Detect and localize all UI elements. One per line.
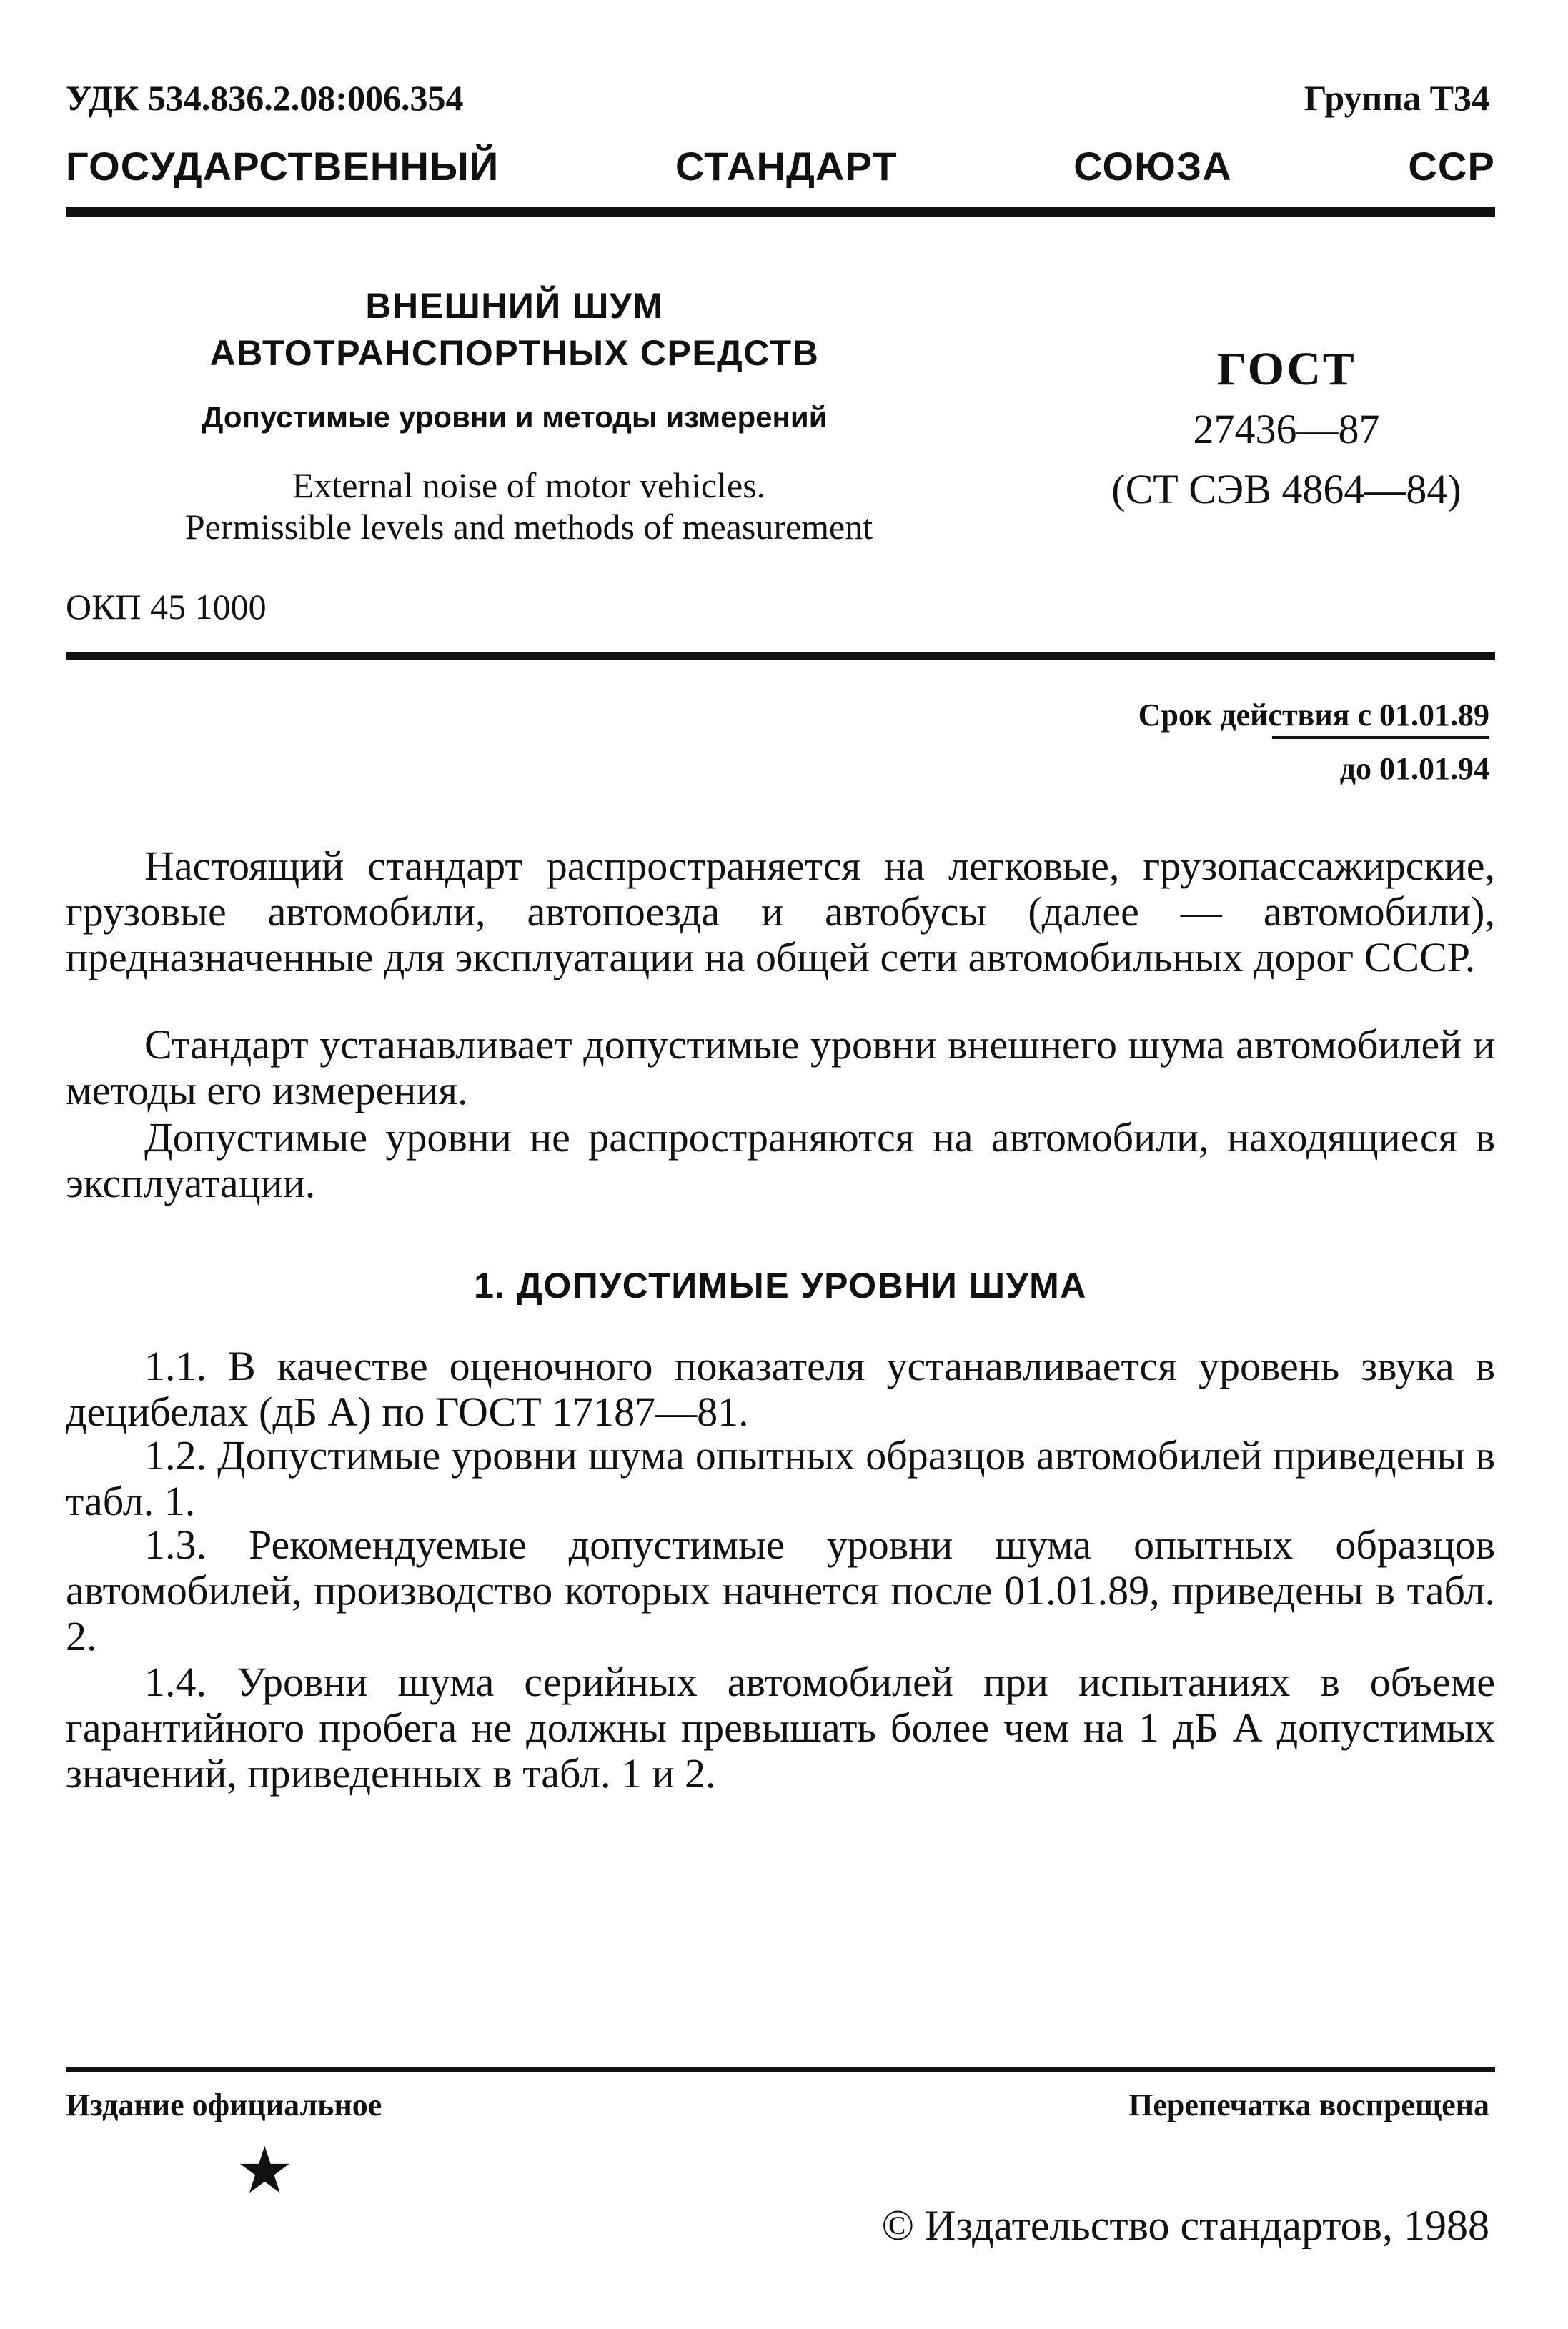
item-1-3: 1.3. Рекомендуемые допустимые уровни шума опытных образцов автомобилей, производство которых начнется после 01.01.89, приведены в табл. 2. <box>66 1521 1495 1659</box>
title-line-1: ВНЕШНИЙ ШУМ <box>365 286 664 326</box>
footer-rule <box>66 2067 1495 2072</box>
section-1-title: 1. ДОПУСТИМЫЕ УРОВНИ ШУМА <box>474 1266 1087 1306</box>
state-standard-heading <box>66 143 1495 189</box>
item-1-4: 1.4. Уровни шума серийных автомобилей при испытаниях в объеме гарантийного пробега не должны превышать более чем на 1 дБ А допустимых значений, приведенных в табл. 1 и 2. <box>66 1659 1495 1797</box>
official-edition-note: Издание официальное <box>66 2087 382 2122</box>
state-word-1: ГОСУДАРСТВЕННЫЙ <box>66 144 500 189</box>
state-word-2: СТАНДАРТ <box>675 144 898 189</box>
publisher-copyright: © Издательство стандартов, 1988 <box>881 2202 1489 2249</box>
header-rule <box>66 207 1495 217</box>
item-1-2: 1.2. Допустимые уровни шума опытных образцов автомобилей приведены в табл. 1. <box>66 1432 1495 1524</box>
okp-code: ОКП 45 1000 <box>66 587 267 627</box>
document-title <box>136 282 893 377</box>
english-title <box>107 465 951 547</box>
state-word-4: ССР <box>1408 144 1495 189</box>
validity-underline <box>1272 736 1489 739</box>
title-rule <box>66 652 1495 660</box>
english-title-line-2: Permissible levels and methods of measurement <box>184 507 873 547</box>
item-1-1: 1.1. В качестве оценочного показателя устанавливается уровень звука в децибелах (дБ А) по ГОСТ 17187—81. <box>66 1343 1495 1435</box>
intro-paragraph-1: Настоящий стандарт распространяется на легковые, грузопассажирские, грузовые автомобили, автопоезда и автобусы (далее — автомобили), предназначенные для эксплуатации на общей сети автомобильных дорог СССР. <box>66 843 1495 980</box>
udk-code: УДК 534.836.2.08:006.354 <box>66 78 464 118</box>
intro-paragraph-3: Допустимые уровни не распространяются на автомобили, находящиеся в эксплуатации. <box>66 1114 1495 1206</box>
document-subtitle: Допустимые уровни и методы измерений <box>202 400 828 434</box>
group-code: Группа Т34 <box>1304 78 1489 118</box>
title-line-2: АВТОТРАНСПОРТНЫХ СРЕДСТВ <box>209 333 820 373</box>
intro-paragraph-2: Стандарт устанавливает допустимые уровни внешнего шума автомобилей и методы его измерения. <box>66 1021 1495 1113</box>
gost-label: ГОСТ <box>1216 343 1356 395</box>
gost-designation <box>1072 339 1501 520</box>
validity-from: Срок действия с 01.01.89 <box>1138 697 1489 733</box>
gost-number: 27436—87 <box>1193 406 1380 452</box>
cmea-number: (СТ СЭВ 4864—84) <box>1111 466 1462 512</box>
english-title-line-1: External noise of motor vehicles. <box>292 465 766 505</box>
reprint-prohibited-note: Перепечатка воспрещена <box>1128 2087 1489 2122</box>
star-icon: ★ <box>236 2136 294 2207</box>
validity-to: до 01.01.94 <box>1339 751 1489 786</box>
state-word-3: СОЮЗА <box>1073 144 1232 189</box>
